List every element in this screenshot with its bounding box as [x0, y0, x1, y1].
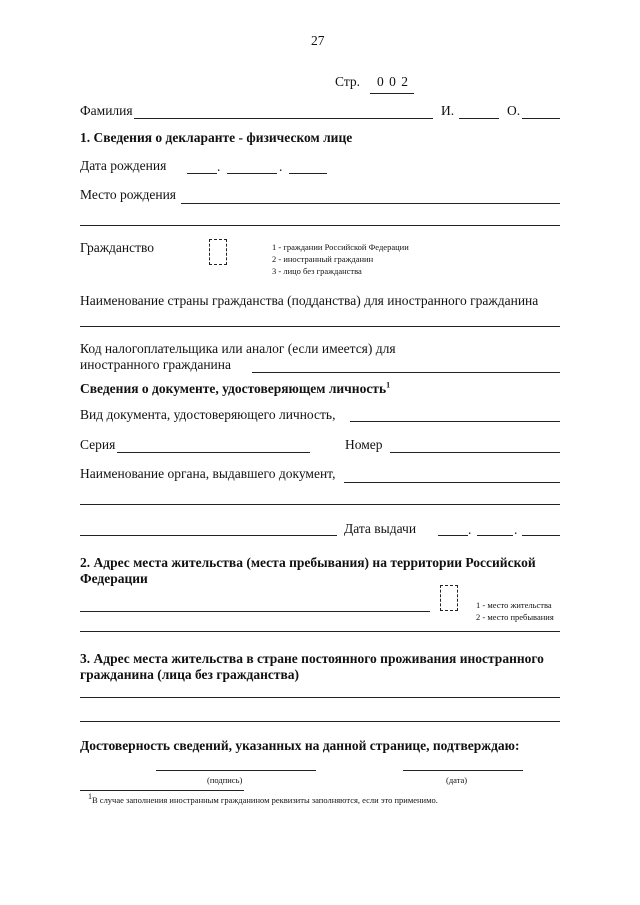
number-label: Номер	[345, 437, 383, 452]
country-name-field[interactable]	[80, 326, 560, 327]
section2-title-1: 2. Адрес места жительства (места пребывания) на территории Российской	[80, 555, 536, 570]
page-ref-value: 0 0 2	[377, 74, 409, 89]
section2-title-2: Федерации	[80, 571, 148, 586]
initial-i-label: И.	[441, 103, 455, 118]
page-ref-underline	[370, 93, 414, 94]
initial-i-field[interactable]	[459, 118, 499, 119]
residence-option-1: 1 - место жительства	[476, 600, 552, 610]
birth-date-label: Дата рождения	[80, 158, 167, 173]
residence-option-2: 2 - место пребывания	[476, 612, 554, 622]
issuer-label: Наименование органа, выдавшего документ,	[80, 466, 336, 481]
birth-place-field-2[interactable]	[80, 225, 560, 226]
tax-code-field[interactable]	[252, 372, 560, 373]
issuer-field[interactable]	[344, 482, 560, 483]
tax-code-label-2: иностранного гражданина	[80, 357, 231, 372]
doc-type-label: Вид документа, удостоверяющего личность,	[80, 407, 336, 422]
country-name-label: Наименование страны гражданства (подданства) для иностранного гражданина	[80, 293, 539, 308]
citizenship-code-box[interactable]	[209, 239, 227, 265]
series-label: Серия	[80, 437, 116, 452]
issue-date-label: Дата выдачи	[344, 521, 417, 536]
birth-month-field[interactable]	[227, 173, 277, 174]
birth-place-field[interactable]	[181, 203, 560, 204]
initial-o-label: О.	[507, 103, 521, 118]
residence-type-box[interactable]	[440, 585, 458, 611]
foreign-address-field-2[interactable]	[80, 721, 560, 722]
date-field[interactable]	[403, 770, 523, 771]
signature-caption: (подпись)	[207, 775, 243, 785]
issue-date-sep2: .	[514, 522, 518, 537]
issue-day-field[interactable]	[438, 535, 468, 536]
issue-year-field[interactable]	[522, 535, 560, 536]
issue-date-sep1: .	[468, 522, 472, 537]
number-field[interactable]	[390, 452, 560, 453]
section1-title: 1. Сведения о декларанте - физическом лице	[80, 130, 353, 145]
birth-date-sep1: .	[217, 159, 221, 174]
doc-section-title: Сведения о документе, удостоверяющем личность$^1$	[80, 380, 391, 396]
section3-title-1: 3. Адрес места жительства в стране постоянного проживания иностранного	[80, 651, 544, 666]
date-caption: (дата)	[446, 775, 468, 785]
birth-year-field[interactable]	[289, 173, 327, 174]
citizenship-option-2: 2 - иностранный гражданин	[272, 254, 374, 264]
page-number: 27	[311, 33, 325, 48]
issuer-field-3[interactable]	[80, 535, 337, 536]
issue-month-field[interactable]	[477, 535, 513, 536]
birth-date-sep2: .	[279, 159, 283, 174]
birth-day-field[interactable]	[187, 173, 217, 174]
footnote-divider	[80, 790, 244, 791]
footnote: $^1$В случае заполнения иностранным гражданином реквизиты заполняются, если это применимо.	[88, 792, 438, 805]
section3-title-2: гражданина (лица без гражданства)	[80, 667, 300, 682]
residence-address-field[interactable]	[80, 611, 430, 612]
initial-o-field[interactable]	[522, 118, 560, 119]
doc-type-field[interactable]	[350, 421, 560, 422]
tax-code-label-1: Код налогоплательщика или аналог (если имеется) для	[80, 341, 396, 356]
surname-label: Фамилия	[80, 103, 133, 118]
page-ref-label: Стр.	[335, 74, 361, 89]
citizenship-option-3: 3 - лицо без гражданства	[272, 266, 362, 276]
surname-field[interactable]	[134, 118, 433, 119]
citizenship-option-1: 1 - граждании Российской Федерации	[272, 242, 409, 252]
birth-place-label: Место рождения	[80, 187, 177, 202]
signature-field[interactable]	[156, 770, 316, 771]
foreign-address-field[interactable]	[80, 697, 560, 698]
issuer-field-2[interactable]	[80, 504, 560, 505]
confirm-text: Достоверность сведений, указанных на данной странице, подтверждаю:	[80, 738, 520, 753]
series-field[interactable]	[117, 452, 310, 453]
residence-address-field-2[interactable]	[80, 631, 560, 632]
citizenship-label: Гражданство	[80, 240, 155, 255]
